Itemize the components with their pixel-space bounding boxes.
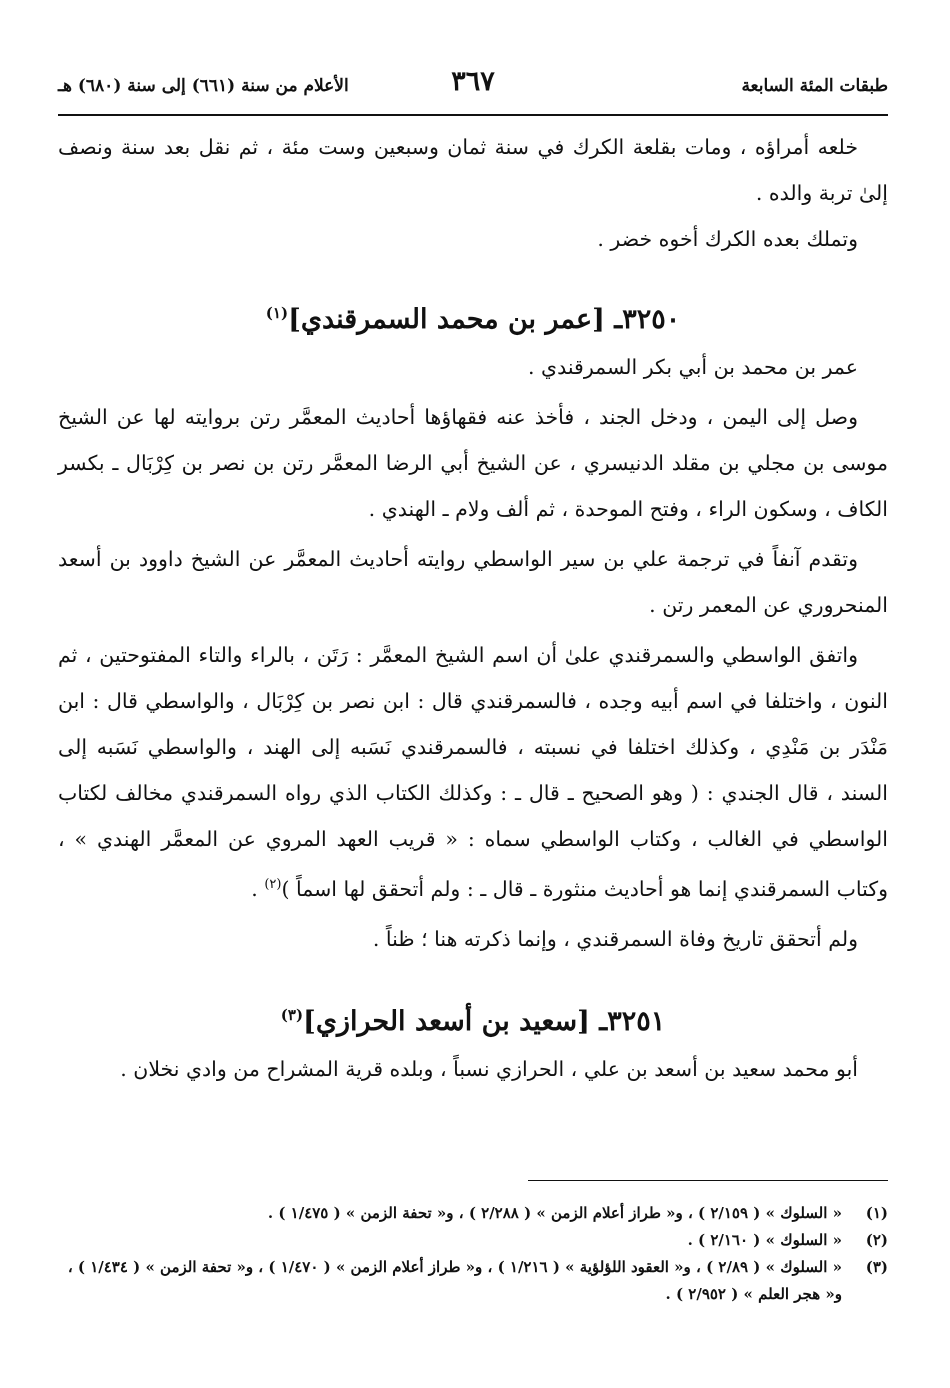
footnote (58, 1227, 888, 1254)
footnote-number: (٣) (865, 1258, 888, 1276)
footnotes (58, 1200, 888, 1308)
running-header (58, 66, 888, 106)
header-divider (58, 114, 888, 116)
paragraph (58, 632, 888, 912)
footnote (58, 1254, 888, 1308)
entry-heading-text: ٣٢٥١ـ [سعيد بن أسعد الحرازي] (303, 1005, 666, 1037)
footnote-ref: (٢) (264, 877, 282, 892)
paragraph: أبو محمد سعيد بن أسعد بن علي ، الحرازي نسباً ، وبلده قرية المشراح من وادي نخلان . (120, 1056, 858, 1081)
paragraph: عمر بن محمد بن أبي بكر السمرقندي . (528, 355, 858, 379)
footnote (58, 1200, 888, 1227)
footnote-text: « السلوك » ( ٢/١٥٩ ) ، و« طراز أعلام الزمن » ( ٢/٢٨٨ ) ، و« تحفة الزمن » ( ١/٤٧٥ ) . (267, 1204, 842, 1222)
paragraph: وتقدم آنفاً في ترجمة علي بن سير الواسطي روايته أحاديث المعمَّر عن الشيخ داوود بن أسعد المنحروري عن المعمر رتن . (58, 547, 888, 617)
paragraph-end: . (251, 876, 265, 901)
entry-heading-text: ٣٢٥٠ـ [عمر بن محمد السمرقندي] (288, 304, 681, 335)
paragraph: وصل إلى اليمن ، ودخل الجند ، فأخذ عنه فقهاؤها أحاديث المعمَّر رتن بروايته لها عن الشيخ موسى بن مجلي بن مقلد الدنيسري ، عن الشيخ أبي الرضا المعمَّر رتن بن نصر بن كِرْبَال ـ بكسر الكاف ، وسكون الراء ، وفتح الموحدة ، ثم ألف ولام ـ الهندي . (58, 405, 888, 521)
footnote-ref: (١) (265, 304, 289, 322)
page-number: ٣٦٧ (451, 66, 495, 97)
main-text (58, 124, 888, 1092)
footnote-ref: (٣) (280, 1005, 304, 1024)
paragraph: ولم أتحقق تاريخ وفاة السمرقندي ، وإنما ذكرته هنا ؛ ظناً . (372, 926, 858, 951)
footnote-text: « السلوك » ( ٢/٨٩ ) ، و« العقود اللؤلؤية » ( ١/٢١٦ ) ، و« طراز أعلام الزمن » ( ١/٤٧٠ ) ، و« تحفة الزمن » ( ١/٤٣٤ ) ، و« هجر العلم » ( ٢/٩٥٢ ) . (67, 1258, 842, 1303)
footnote-number: (١) (865, 1204, 888, 1222)
paragraph: وتملك بعده الكرك أخوه خضر . (597, 227, 858, 251)
header-range-title: الأعلام من سنة (٦٦١) إلى سنة (٦٨٠) هـ (58, 76, 349, 96)
header-section-title: طبقات المئة السابعة (741, 76, 888, 96)
paragraph-text: واتفق الواسطي والسمرقندي علىٰ أن اسم الشيخ المعمَّر : رَتَن ، بالراء والتاء المفتوحتين ، ثم النون ، واختلفا في اسم أبيه وجده ، فالسمرقندي قال : ابن نصر بن كِرْبَال ، والواسطي قال : ابن مَنْدَر بن مَنْدِي ، وكذلك اختلفا في نسبته ، فالسمرقندي نَسَبه إلى الهند ، والواسطي نَسَبه إلى السند ، قال الجندي : ( وهو الصحيح ـ قال ـ : وكذلك الكتاب الذي رواه السمرقندي مخالف لكتاب الواسطي في الغالب ، وكتاب الواسطي سماه : « قريب العهد المروي عن المعمَّر الهندي » ، وكتاب السمرقندي إنما هو أحاديث منثورة ـ قال ـ : ولم أتحقق لها اسماً ) (58, 643, 888, 901)
paragraph-continued: خلعه أمراؤه ، ومات بقلعة الكرك في سنة ثمان وسبعين وست مئة ، ثم نقل بعد سنة ونصف إلىٰ تربة والده . (58, 135, 888, 205)
entry-heading (58, 990, 888, 1040)
entry-heading (58, 288, 888, 338)
footnote-divider (528, 1180, 888, 1181)
footnote-number: (٢) (865, 1231, 888, 1249)
footnote-text: « السلوك » ( ٢/١٦٠ ) . (687, 1231, 842, 1249)
